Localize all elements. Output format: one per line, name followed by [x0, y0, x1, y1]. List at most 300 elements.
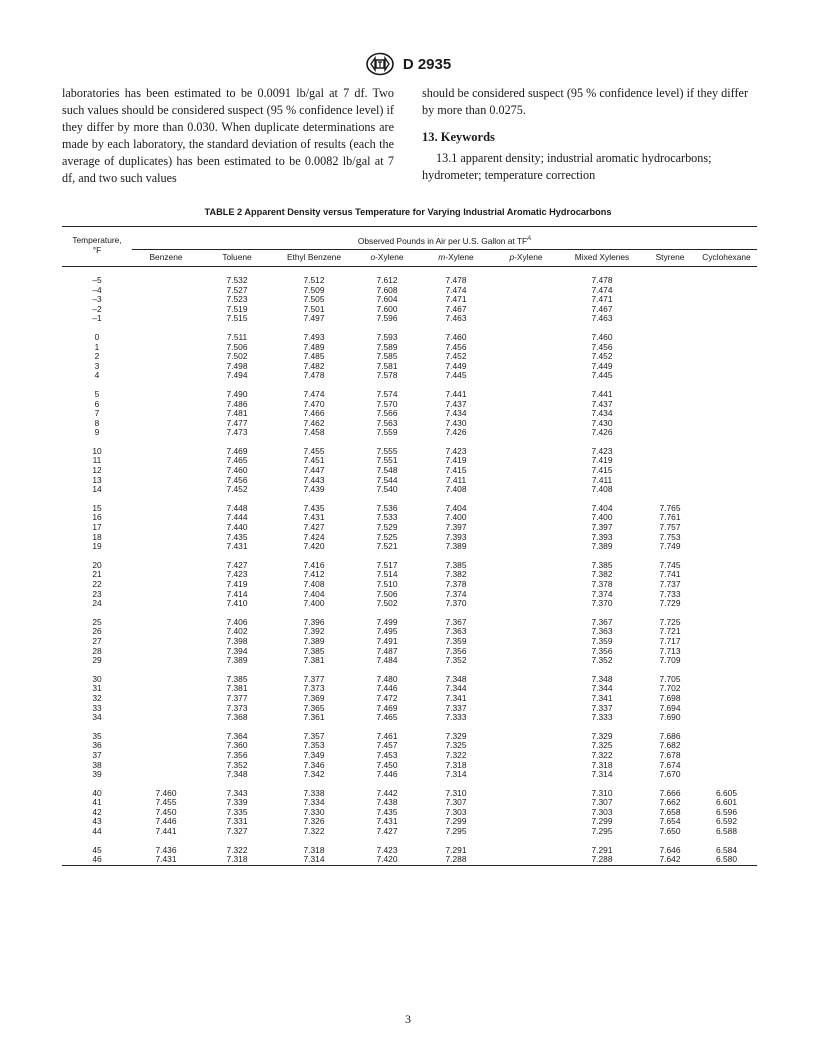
- density-cell: 7.348: [226, 769, 248, 780]
- temperature-cell: 40: [92, 787, 102, 798]
- density-cell: 7.314: [591, 769, 613, 780]
- density-cell: 7.690: [659, 712, 681, 723]
- keywords-heading: 13. Keywords: [422, 130, 495, 144]
- density-cell: [696, 447, 757, 457]
- density-cell: 7.307: [591, 797, 613, 808]
- temperature-cell: 28: [92, 645, 102, 656]
- density-cell: 7.329: [445, 730, 467, 741]
- density-cell: [492, 694, 560, 704]
- density-cell: [132, 295, 200, 305]
- density-cell: 7.449: [445, 360, 467, 371]
- density-cell: 7.596: [376, 313, 398, 324]
- density-cell: 7.367: [591, 616, 613, 627]
- density-cell: 7.343: [226, 787, 248, 798]
- density-cell: [644, 362, 696, 372]
- density-cell: 7.338: [303, 787, 325, 798]
- density-cell: [492, 343, 560, 353]
- density-cell: [696, 362, 757, 372]
- density-cell: 7.441: [445, 388, 467, 399]
- density-cell: 7.733: [659, 588, 681, 599]
- density-cell: 7.325: [445, 740, 467, 751]
- density-cell: 7.709: [659, 655, 681, 666]
- table-row: [62, 295, 757, 305]
- temperature-cell: 43: [92, 816, 102, 827]
- density-cell: 7.455: [303, 445, 325, 456]
- density-cell: 7.705: [659, 673, 681, 684]
- density-cell: 7.437: [591, 398, 613, 409]
- density-cell: 7.438: [376, 797, 398, 808]
- table-row: [62, 599, 757, 609]
- density-cell: [132, 428, 200, 438]
- density-cell: [132, 694, 200, 704]
- density-cell: [132, 542, 200, 552]
- table-row: [62, 751, 757, 761]
- density-cell: 7.451: [303, 455, 325, 466]
- density-cell: [696, 466, 757, 476]
- density-cell: 7.420: [354, 855, 420, 865]
- density-cell: 7.356: [591, 645, 613, 656]
- density-cell: 7.478: [445, 274, 467, 285]
- density-cell: [492, 476, 560, 486]
- density-cell: 7.303: [445, 806, 467, 817]
- column-header: Benzene: [149, 252, 183, 263]
- density-cell: 7.318: [445, 759, 467, 770]
- table-row: [62, 523, 757, 533]
- density-cell: [132, 352, 200, 362]
- table-row: [62, 390, 757, 400]
- column-header-row: [62, 250, 757, 267]
- density-cell: [644, 286, 696, 296]
- density-cell: 7.532: [226, 274, 248, 285]
- density-cell: 7.424: [303, 531, 325, 542]
- group-spacer: [62, 266, 757, 276]
- density-cell: [492, 286, 560, 296]
- temperature-cell: 24: [92, 598, 102, 609]
- density-cell: [132, 409, 200, 419]
- density-cell: [132, 751, 200, 761]
- density-cell: 7.445: [445, 370, 467, 381]
- temperature-cell: –2: [92, 303, 102, 314]
- density-cell: 7.389: [591, 541, 613, 552]
- left-text-column: [62, 85, 394, 187]
- density-cell: [132, 400, 200, 410]
- density-cell: [696, 333, 757, 343]
- density-cell: 7.456: [445, 341, 467, 352]
- density-cell: 7.612: [376, 274, 398, 285]
- density-cell: 7.431: [226, 541, 248, 552]
- table-row: [62, 276, 757, 286]
- density-cell: [696, 637, 757, 647]
- table-row: [62, 675, 757, 685]
- temperature-cell: 18: [92, 531, 102, 542]
- density-cell: 7.295: [445, 826, 467, 837]
- density-cell: [696, 409, 757, 419]
- density-cell: 7.334: [303, 797, 325, 808]
- density-cell: [132, 305, 200, 315]
- density-cell: 7.499: [376, 616, 398, 627]
- density-cell: [132, 599, 200, 609]
- temperature-cell: 38: [92, 759, 102, 770]
- table-row: [62, 647, 757, 657]
- density-cell: [492, 362, 560, 372]
- density-cell: 7.359: [591, 635, 613, 646]
- density-cell: [492, 523, 560, 533]
- density-cell: 7.447: [303, 465, 325, 476]
- density-cell: [492, 618, 560, 628]
- density-cell: 7.381: [226, 683, 248, 694]
- density-cell: 7.446: [376, 769, 398, 780]
- density-cell: 7.578: [376, 370, 398, 381]
- density-cell: [132, 647, 200, 657]
- density-cell: 7.473: [226, 427, 248, 438]
- table-row: [62, 704, 757, 714]
- density-cell: 7.490: [226, 388, 248, 399]
- density-cell: [492, 419, 560, 429]
- density-cell: 7.377: [303, 673, 325, 684]
- density-cell: [492, 371, 560, 381]
- density-cell: 7.404: [445, 502, 467, 513]
- column-header: Toluene: [222, 252, 252, 263]
- density-cell: [492, 295, 560, 305]
- temperature-cell: 0: [94, 331, 100, 342]
- density-cell: [644, 400, 696, 410]
- density-cell: 7.566: [376, 408, 398, 419]
- density-cell: [492, 428, 560, 438]
- density-cell: [132, 419, 200, 429]
- density-cell: [492, 647, 560, 657]
- density-cell: 7.442: [376, 787, 398, 798]
- right-text-column: [422, 85, 754, 184]
- density-cell: 7.745: [659, 559, 681, 570]
- density-cell: 7.415: [591, 465, 613, 476]
- density-cell: 7.326: [303, 816, 325, 827]
- density-cell: 7.540: [376, 484, 398, 495]
- density-cell: 7.452: [591, 351, 613, 362]
- density-cell: 7.494: [226, 370, 248, 381]
- density-cell: 7.509: [303, 284, 325, 295]
- density-cell: 7.498: [226, 360, 248, 371]
- temperature-cell: 9: [94, 427, 100, 438]
- density-cell: [696, 590, 757, 600]
- density-cell: [132, 286, 200, 296]
- group-spacer: [62, 324, 757, 333]
- density-cell: [696, 390, 757, 400]
- density-cell: 7.352: [445, 655, 467, 666]
- density-cell: 7.427: [226, 559, 248, 570]
- temperature-cell: 1: [94, 341, 100, 352]
- density-cell: 7.337: [445, 702, 467, 713]
- density-cell: 7.435: [376, 806, 398, 817]
- density-cell: [132, 466, 200, 476]
- density-cell: 7.765: [659, 502, 681, 513]
- density-cell: [492, 305, 560, 315]
- density-cell: 7.363: [591, 626, 613, 637]
- density-cell: 7.570: [376, 398, 398, 409]
- density-cell: [696, 352, 757, 362]
- density-cell: [492, 513, 560, 523]
- density-cell: [492, 684, 560, 694]
- density-cell: 7.411: [591, 474, 613, 485]
- density-cell: 7.356: [445, 645, 467, 656]
- density-cell: 7.427: [376, 826, 398, 837]
- density-cell: 7.353: [303, 740, 325, 751]
- column-header: Cyclohexane: [702, 252, 751, 263]
- density-cell: [696, 485, 757, 495]
- table-row: [62, 694, 757, 704]
- group-spacer: [62, 723, 757, 732]
- density-cell: 7.511: [226, 331, 248, 342]
- temperature-cell: 31: [92, 683, 102, 694]
- temperature-cell: 37: [92, 749, 102, 760]
- table-row: [62, 456, 757, 466]
- density-cell: 7.423: [445, 445, 467, 456]
- density-cell: [644, 409, 696, 419]
- density-cell: 7.474: [303, 388, 325, 399]
- density-cell: 7.449: [591, 360, 613, 371]
- density-cell: 7.471: [445, 294, 467, 305]
- table-row: [62, 732, 757, 742]
- density-cell: 7.452: [445, 351, 467, 362]
- table-row: [62, 362, 757, 372]
- density-cell: 7.404: [303, 588, 325, 599]
- table-row: [62, 286, 757, 296]
- density-cell: 7.458: [303, 427, 325, 438]
- density-cell: 7.555: [376, 445, 398, 456]
- density-cell: [696, 751, 757, 761]
- table-row: [62, 419, 757, 429]
- density-cell: 7.646: [659, 844, 681, 855]
- density-cell: 7.469: [376, 702, 398, 713]
- table-row: [62, 352, 757, 362]
- density-cell: 7.585: [376, 351, 398, 362]
- density-cell: [696, 428, 757, 438]
- density-cell: 7.670: [659, 769, 681, 780]
- temperature-cell: 13: [92, 474, 102, 485]
- density-cell: 7.749: [659, 541, 681, 552]
- density-cell: 7.478: [591, 274, 613, 285]
- density-cell: 7.373: [226, 702, 248, 713]
- temperature-cell: 35: [92, 730, 102, 741]
- density-cell: [492, 561, 560, 571]
- density-cell: [492, 627, 560, 637]
- density-cell: [696, 295, 757, 305]
- density-cell: 7.288: [420, 855, 492, 865]
- density-cell: 7.463: [591, 313, 613, 324]
- density-cell: 7.495: [376, 626, 398, 637]
- table-row: [62, 476, 757, 486]
- density-cell: 7.452: [226, 484, 248, 495]
- density-cell: 7.342: [303, 769, 325, 780]
- temperature-cell: –5: [92, 274, 102, 285]
- density-cell: 7.420: [303, 541, 325, 552]
- density-cell: 7.581: [376, 360, 398, 371]
- temperature-cell: –4: [92, 284, 102, 295]
- temperature-cell: 14: [92, 484, 102, 495]
- density-cell: [492, 789, 560, 799]
- density-cell: [492, 533, 560, 543]
- density-cell: [132, 675, 200, 685]
- temperature-cell: 46: [62, 855, 132, 865]
- table-row: [62, 485, 757, 495]
- density-cell: 7.466: [303, 408, 325, 419]
- density-cell: 7.410: [226, 598, 248, 609]
- density-cell: [492, 637, 560, 647]
- density-cell: 7.533: [376, 512, 398, 523]
- density-cell: [132, 343, 200, 353]
- density-cell: 7.608: [376, 284, 398, 295]
- density-cell: [492, 751, 560, 761]
- density-cell: 7.344: [591, 683, 613, 694]
- density-cell: [132, 570, 200, 580]
- density-cell: 7.310: [445, 787, 467, 798]
- density-cell: 7.291: [445, 844, 467, 855]
- temperature-cell: 8: [94, 417, 100, 428]
- density-cell: 7.423: [226, 569, 248, 580]
- density-cell: 7.365: [303, 702, 325, 713]
- density-cell: 7.491: [376, 635, 398, 646]
- density-cell: 7.737: [659, 579, 681, 590]
- density-cell: 7.493: [303, 331, 325, 342]
- density-cell: [132, 761, 200, 771]
- density-cell: 7.455: [155, 797, 177, 808]
- density-cell: 7.330: [303, 806, 325, 817]
- density-cell: 7.374: [445, 588, 467, 599]
- density-cell: 7.529: [376, 522, 398, 533]
- density-cell: 7.467: [591, 303, 613, 314]
- density-cell: 7.370: [591, 598, 613, 609]
- density-cell: [696, 476, 757, 486]
- density-cell: 7.512: [303, 274, 325, 285]
- density-cell: [132, 684, 200, 694]
- density-cell: [132, 476, 200, 486]
- density-cell: [132, 637, 200, 647]
- density-cell: 7.402: [226, 626, 248, 637]
- density-cell: 7.406: [226, 616, 248, 627]
- density-cell: [644, 343, 696, 353]
- density-cell: 7.460: [591, 331, 613, 342]
- keywords-text: 13.1 apparent density; industrial aromatic hydrocarbons; hydrometer; temperature correction: [422, 151, 712, 182]
- density-cell: 6.592: [716, 816, 737, 827]
- density-cell: 7.436: [155, 844, 177, 855]
- density-cell: 7.485: [303, 351, 325, 362]
- density-cell: [132, 704, 200, 714]
- density-cell: 7.761: [659, 512, 681, 523]
- temperature-cell: 2: [94, 351, 100, 362]
- density-cell: 7.346: [303, 759, 325, 770]
- density-cell: [492, 732, 560, 742]
- density-cell: 7.446: [376, 683, 398, 694]
- density-cell: [492, 466, 560, 476]
- density-cell: 7.367: [445, 616, 467, 627]
- temperature-cell: 44: [92, 826, 102, 837]
- density-cell: 7.460: [226, 465, 248, 476]
- density-cell: 7.654: [659, 816, 681, 827]
- density-cell: [132, 656, 200, 666]
- table-row: [62, 561, 757, 571]
- density-cell: [696, 713, 757, 723]
- density-cell: 7.510: [376, 579, 398, 590]
- density-cell: 7.462: [303, 417, 325, 428]
- temperature-cell: 33: [92, 702, 102, 713]
- density-cell: 7.373: [303, 683, 325, 694]
- temperature-cell: 12: [92, 465, 102, 476]
- density-cell: 7.322: [226, 844, 248, 855]
- temperature-cell: 26: [92, 626, 102, 637]
- density-cell: 7.515: [226, 313, 248, 324]
- density-cell: 7.397: [445, 522, 467, 533]
- density-cell: 7.682: [659, 740, 681, 751]
- temperature-cell: 32: [92, 692, 102, 703]
- density-cell: [696, 513, 757, 523]
- density-cell: 7.448: [226, 502, 248, 513]
- density-cell: [492, 542, 560, 552]
- density-cell: 7.307: [445, 797, 467, 808]
- density-cell: 7.478: [303, 370, 325, 381]
- group-spacer: [62, 438, 757, 447]
- group-spacer: [62, 381, 757, 390]
- table-row: [62, 761, 757, 771]
- density-cell: 7.426: [591, 427, 613, 438]
- density-cell: 7.502: [226, 351, 248, 362]
- density-cell: [696, 561, 757, 571]
- density-cell: [696, 704, 757, 714]
- density-cell: 7.481: [226, 408, 248, 419]
- density-cell: [132, 713, 200, 723]
- group-spacer: [62, 552, 757, 561]
- density-cell: 7.446: [155, 816, 177, 827]
- density-cell: 7.322: [445, 749, 467, 760]
- density-cell: 7.486: [226, 398, 248, 409]
- table-row: [62, 428, 757, 438]
- density-cell: 7.385: [303, 645, 325, 656]
- table-row: [62, 314, 757, 324]
- density-cell: 7.356: [226, 749, 248, 760]
- density-cell: 7.469: [226, 445, 248, 456]
- table-row: [62, 637, 757, 647]
- density-cell: 7.344: [445, 683, 467, 694]
- density-cell: [644, 295, 696, 305]
- density-cell: 7.600: [376, 303, 398, 314]
- density-cell: [696, 761, 757, 771]
- density-cell: 7.471: [591, 294, 613, 305]
- density-cell: 7.453: [376, 749, 398, 760]
- density-cell: 7.713: [659, 645, 681, 656]
- density-cell: 7.348: [591, 673, 613, 684]
- density-cell: 7.506: [226, 341, 248, 352]
- density-cell: 7.352: [226, 759, 248, 770]
- density-cell: 7.382: [445, 569, 467, 580]
- density-cell: [492, 713, 560, 723]
- density-cell: 7.505: [303, 294, 325, 305]
- column-header: Ethyl Benzene: [286, 252, 341, 263]
- density-cell: [696, 456, 757, 466]
- density-cell: [132, 485, 200, 495]
- density-cell: [132, 533, 200, 543]
- density-cell: 7.430: [445, 417, 467, 428]
- table-row: [62, 741, 757, 751]
- temperature-cell: 45: [92, 844, 102, 855]
- density-cell: 7.482: [303, 360, 325, 371]
- density-cell: 7.419: [591, 455, 613, 466]
- table-row: [62, 371, 757, 381]
- density-cell: 7.408: [591, 484, 613, 495]
- density-cell: 7.415: [445, 465, 467, 476]
- density-cell: 7.389: [303, 635, 325, 646]
- density-cell: 7.392: [303, 626, 325, 637]
- density-cell: 7.369: [303, 692, 325, 703]
- table-row: [62, 684, 757, 694]
- density-cell: 7.341: [591, 692, 613, 703]
